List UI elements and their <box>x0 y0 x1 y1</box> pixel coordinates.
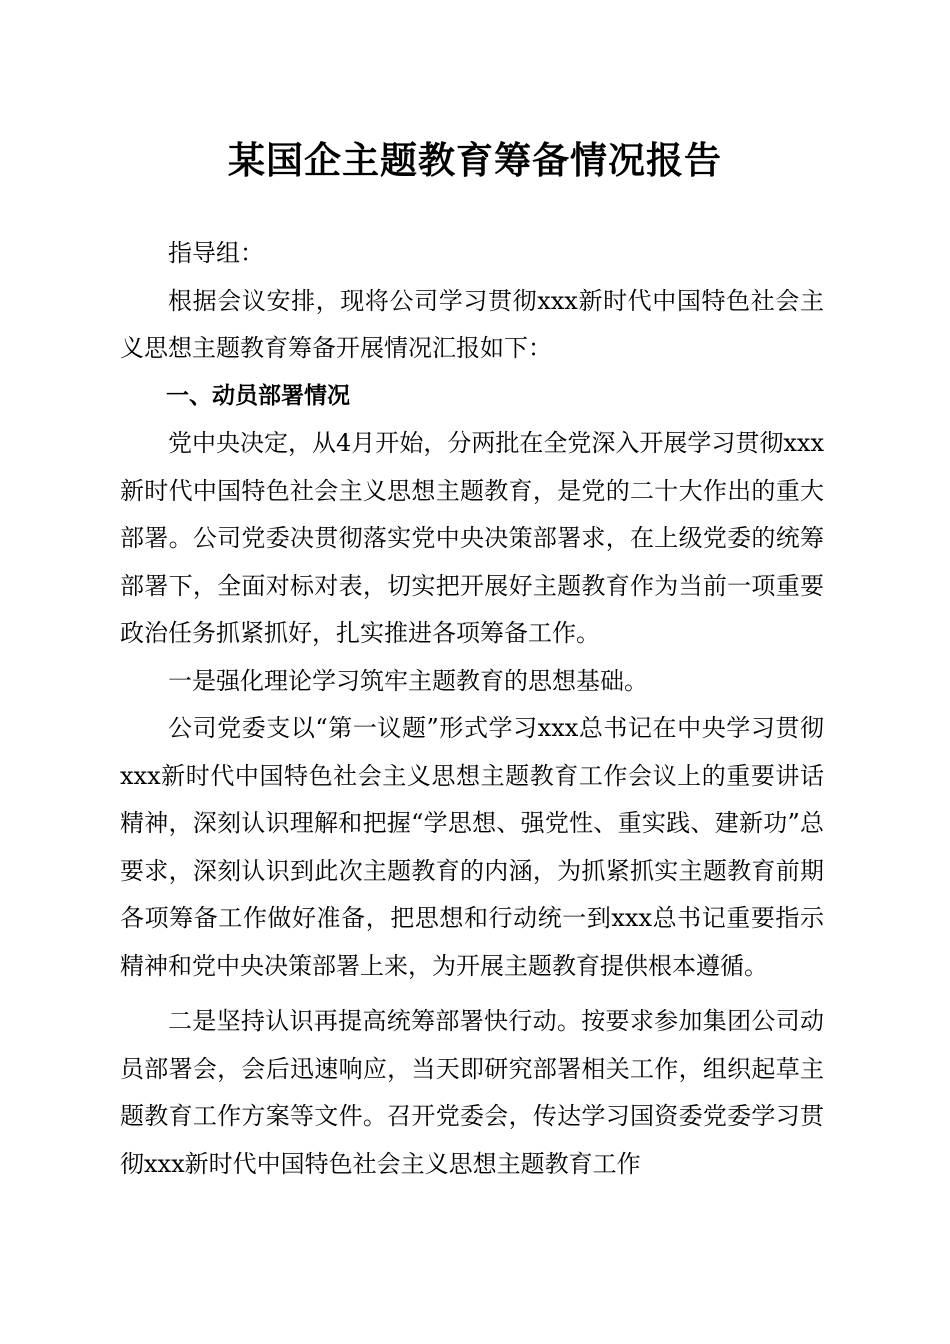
salutation: 指导组： <box>168 239 264 267</box>
document-title: 某国企主题教育筹备情况报告 <box>228 138 722 182</box>
document-body <box>120 230 824 1188</box>
point-heading: 一是强化理论学习筑牢主题教育的思想基础。 <box>168 666 648 695</box>
point-paragraph: 公司党委支以“第一议题”形式学习xxx总书记在中央学习贯彻xxx新时代中国特色社会主义思想主题教育工作会议上的重要讲话精神，深刻认识理解和把握“学思想、强党性、重实践、建新功”总要求，深刻认识到此次主题教育的内涵，为抓紧抓实主题教育前期各项筹备工作做好准备，把思想和行动统一到xxx总书记重要指示精神和党中央决策部署上来，为开展主题教育提供根本遵循。 <box>120 714 824 980</box>
intro-paragraph: 根据会议安排，现将公司学习贯彻xxx新时代中国特色社会主义思想主题教育筹备开展情况汇报如下： <box>120 286 824 362</box>
point-paragraph-2: 二是坚持认识再提高统筹部署快行动。按要求参加集团公司动员部署会，会后迅速响应，当天即研究部署相关工作，组织起草主题教育工作方案等文件。召开党委会，传达学习国资委党委学习贯彻xxx新时代中国特色社会主义思想主题教育工作 <box>120 1007 824 1178</box>
section-heading: 一、动员部署情况 <box>166 382 350 409</box>
section-paragraph: 党中央决定，从4月开始，分两批在全党深入开展学习贯彻xxx新时代中国特色社会主义思想主题教育，是党的二十大作出的重大部署。公司党委决贯彻落实党中央决策部署求，在上级党委的统筹部署下，全面对标对表，切实把开展好主题教育作为当前一项重要政治任务抓紧抓好，扎实推进各项筹备工作。 <box>120 429 824 647</box>
